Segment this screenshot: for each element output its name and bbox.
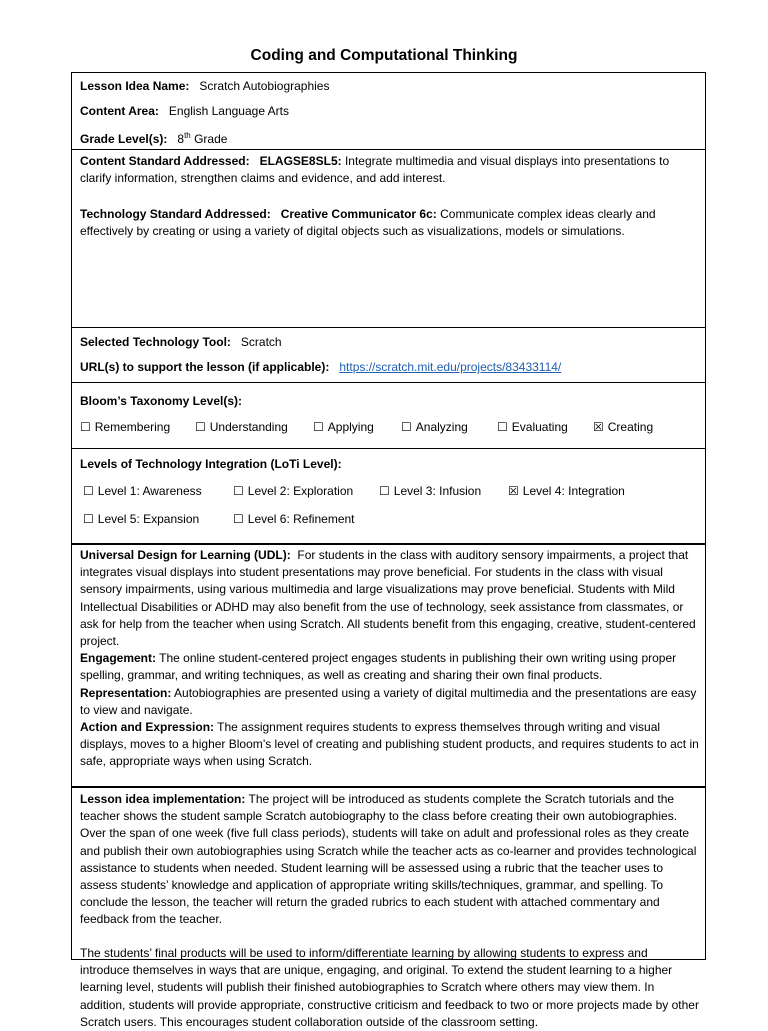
- url-row: [80, 360, 699, 374]
- action-expression-text: The assignment requires students to express themselves through writing and visual displays, moves to a higher Bloom’s level of creating and publishing student products, and requires students to act in safe, appropriate ways when using Scratch.: [80, 720, 699, 769]
- option-label: Level 1: Awareness: [97, 484, 202, 498]
- grade-suffix: th: [184, 131, 191, 140]
- tool-value: Scratch: [240, 335, 282, 349]
- option-label: Level 5: Expansion: [97, 512, 200, 526]
- checkbox-icon[interactable]: ☐: [233, 512, 244, 526]
- content-standard-code: ELAGSE8SL5:: [259, 154, 342, 168]
- loti-label-row: [80, 457, 699, 471]
- content-area-label: Content Area:: [80, 104, 159, 118]
- content-area-value: English Language Arts: [168, 104, 289, 118]
- udl-label: Universal Design for Learning (UDL):: [80, 548, 291, 562]
- implementation-label: Lesson idea implementation:: [80, 792, 246, 806]
- technology-standard-code: Creative Communicator 6c:: [280, 207, 437, 221]
- checkbox-icon[interactable]: ☐: [401, 420, 412, 434]
- action-expression-label: Action and Expression:: [80, 720, 215, 735]
- lesson-url-link[interactable]: https://scratch.mit.edu/projects/83433114/: [339, 360, 562, 374]
- option-label: Remembering: [94, 420, 171, 434]
- lesson-info-section: [72, 73, 705, 150]
- implementation-paragraph-1: [80, 791, 699, 929]
- udl-paragraph: [80, 547, 699, 771]
- loti-option-level-4[interactable]: [508, 484, 625, 498]
- loti-label: Levels of Technology Integration (LoTi Level):: [80, 457, 342, 471]
- lesson-name-row: [80, 79, 699, 93]
- implementation-text-2: The students’ final products will be used to inform/differentiate learning by allowing students to express and introduce themselves in ways that are unique, engaging, and original. To extend the student learning to a higher learning level, students will publish their finished autobiographies to Scratch where others may view them. In addition, students will provide appropriate, constructive criticism and feedback to two or more projects made by other Scratch users. This encourages student collaboration outside of the classroom setting.: [80, 946, 699, 1029]
- implementation-text-1: The project will be introduced as students complete the Scratch tutorials and the teacher shows the student sample Scratch autobiography to the class before creating their own autobiographies. Over the span of one week (five full class periods), students will take on adult and professional roles as they create and publish their own autobiographies using Scratch while the teacher acts as co-learner and provides technological assistance to students when needed. Student learning will be assessed using a rubric that the teacher uses to assess students’ knowledge and application of appropriate writing skills/techniques, grammar, and spelling. To conclude the lesson, the teacher will return the graded rubrics to each student with attached commentary and feedback from the teacher.: [80, 792, 697, 927]
- technology-tool-section: [72, 328, 705, 383]
- checkbox-icon[interactable]: ☐: [80, 420, 91, 434]
- lesson-name-label: Lesson Idea Name:: [80, 79, 190, 93]
- checkbox-icon[interactable]: ☐: [313, 420, 324, 434]
- option-label: Understanding: [209, 420, 288, 434]
- blooms-option-analyzing[interactable]: [401, 420, 468, 434]
- grade-number: 8: [177, 132, 185, 146]
- grade-level-label: Grade Level(s):: [80, 132, 168, 146]
- loti-option-level-1[interactable]: [83, 484, 202, 498]
- blooms-section: [72, 383, 705, 449]
- tool-row: [80, 335, 699, 349]
- technology-standard-text: Communicate complex ideas clearly and effectively by creating or using a variety of digital objects such as visualizations, models or simulations.: [80, 207, 656, 239]
- engagement-text: The online student-centered project engages students in publishing their own writing using proper spelling, grammar, and writing techniques, as well as creating and sharing their own final products.: [80, 651, 677, 683]
- lesson-name-value: Scratch Autobiographies: [199, 79, 330, 93]
- content-standard-label: Content Standard Addressed:: [80, 154, 250, 168]
- representation-label: Representation:: [80, 685, 172, 700]
- checkbox-icon[interactable]: ☐: [233, 484, 244, 498]
- implementation-section: [72, 788, 705, 1029]
- grade-level-row: [80, 129, 699, 146]
- url-label: URL(s) to support the lesson (if applicable):: [80, 360, 330, 374]
- blooms-label: Bloom’s Taxonomy Level(s):: [80, 394, 243, 408]
- blooms-label-row: [80, 394, 699, 408]
- grade-word: Grade: [194, 132, 228, 146]
- checked-checkbox-icon[interactable]: ☒: [593, 420, 604, 434]
- content-standard-text: Integrate multimedia and visual displays into presentations to clarify information, strengthen claims and evidence, and add interest.: [80, 154, 670, 186]
- loti-option-level-3[interactable]: [379, 484, 481, 498]
- option-label: Applying: [327, 420, 374, 434]
- option-label: Level 2: Exploration: [247, 484, 354, 498]
- representation-text: Autobiographies are presented using a variety of digital multimedia and the presentations are easy to view and navigate.: [80, 685, 697, 717]
- checkbox-icon[interactable]: ☐: [195, 420, 206, 434]
- blooms-option-evaluating[interactable]: [497, 420, 568, 434]
- checkbox-icon[interactable]: ☐: [379, 484, 390, 498]
- blooms-option-understanding[interactable]: [195, 420, 288, 434]
- document-title: Coding and Computational Thinking: [250, 47, 518, 64]
- udl-text: For students in the class with auditory sensory impairments, a project that integrates visual displays into student presentations may prove beneficial. For students in the class with visual sensory impairments, using various multimedia and large visualizations may prove beneficial. Students with Mild Intellectual Disabilities or ADHD may also benefit from the use of technology, seek assistance from classmates, or ask for help from the teacher when using Scratch. All students benefit from this engaging, creative, student-centered project.: [80, 548, 696, 649]
- loti-option-level-2[interactable]: [233, 484, 353, 498]
- option-label: Analyzing: [415, 420, 468, 434]
- implementation-paragraph-2: [80, 945, 699, 1031]
- option-label: Creating: [607, 420, 654, 434]
- tool-label: Selected Technology Tool:: [80, 335, 231, 349]
- checkbox-icon[interactable]: ☐: [83, 484, 94, 498]
- loti-section: [72, 449, 705, 545]
- content-area-row: [80, 104, 699, 118]
- checkbox-icon[interactable]: ☐: [497, 420, 508, 434]
- grade-level-value: [177, 132, 227, 146]
- content-standard: [80, 153, 697, 187]
- loti-option-level-5[interactable]: [83, 512, 199, 526]
- technology-standard: [80, 206, 697, 240]
- lesson-plan-table: [71, 72, 706, 1029]
- standards-section: [72, 150, 705, 328]
- blooms-option-applying[interactable]: [313, 420, 374, 434]
- loti-option-level-6[interactable]: [233, 512, 355, 526]
- option-label: Level 6: Refinement: [247, 512, 355, 526]
- blooms-option-creating[interactable]: [593, 420, 653, 434]
- checkbox-icon[interactable]: ☐: [83, 512, 94, 526]
- checked-checkbox-icon[interactable]: ☒: [508, 484, 519, 498]
- udl-section: [72, 545, 705, 788]
- option-label: Evaluating: [511, 420, 568, 434]
- blooms-option-remembering[interactable]: [80, 420, 170, 434]
- engagement-label: Engagement:: [80, 651, 157, 666]
- technology-standard-label: Technology Standard Addressed:: [80, 207, 271, 221]
- option-label: Level 4: Integration: [522, 484, 625, 498]
- option-label: Level 3: Infusion: [393, 484, 482, 498]
